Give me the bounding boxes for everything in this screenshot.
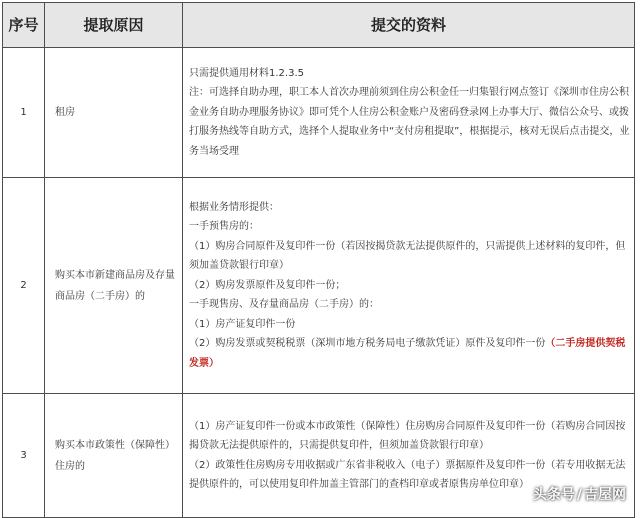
- doc-text: （2）购房发票或契税税票（深圳市地方税务局电子缴款凭证）原件及复印件一份: [189, 338, 546, 350]
- table-row: [3, 48, 635, 178]
- row-number: 3: [3, 394, 45, 518]
- header-reason: 提取原因: [45, 3, 183, 48]
- row-number: 2: [3, 178, 45, 394]
- header-no: 序号: [3, 3, 45, 48]
- highlight-note: （二手房提供契税发票）: [189, 338, 626, 369]
- doc-line: [189, 334, 630, 373]
- doc-line: 注：可选择自助办理，职工本人首次办理前须到住房公积金任一归集银行网点签订《深圳市住房公积金业务自助办理服务协议》即可凭个人住房公积金账户及密码登录网上办事大厅、微信公众号、或拨打服务热线等自助方式，选择个人提取业务中“支付房租提取”，根据提示，核对无误后点击提交，业务当场受理: [189, 87, 630, 157]
- doc-line: 一手现售房、及存量商品房（二手房）的：: [189, 299, 379, 311]
- row-reason: 购买本市政策性（保障性）住房的: [45, 394, 183, 518]
- watermark-separator: /: [576, 487, 582, 503]
- doc-line: （1）房产证复印件一份或本市政策性（保障性）住房购房合同原件及复印件一份（若购房合同因按揭贷款无法提供原件的，只需提供复印件，但须加盖贷款银行印章）: [189, 420, 626, 451]
- table-header-row: [3, 3, 635, 48]
- row-reason: 购买本市新建商品房及存量商品房（二手房）的: [45, 178, 183, 394]
- doc-line: （2）政策性住房购房专用收据或广东省非税收入（电子）票据原件及复印件一份（若专用收据无法提供原件的，可以使用复印件加盖主管部门的查档印章或者原售房单位印章）: [189, 459, 626, 490]
- doc-line: 一手预售房的：: [189, 221, 259, 233]
- row-reason: 租房: [45, 48, 183, 178]
- doc-line: 只需提供通用材料1.2.3.5: [189, 67, 304, 79]
- watermark-source: 头条号: [532, 487, 575, 503]
- doc-line: （2）购房发票原件及复印件一份；: [189, 279, 346, 291]
- header-docs: 提交的资料: [183, 3, 635, 48]
- material-table: [2, 2, 635, 518]
- row-docs: [183, 178, 635, 394]
- row-number: 1: [3, 48, 45, 178]
- doc-line: （1）购房合同原件及复印件一份（若因按揭贷款无法提供原件的，只需提供上述材料的复印件，但须加盖贷款银行印章）: [189, 240, 626, 272]
- table-row: [3, 178, 635, 394]
- row-docs: [183, 48, 635, 178]
- doc-line: 根据业务情形提供：: [189, 201, 279, 213]
- watermark: [533, 484, 626, 504]
- doc-line: （1）房产证复印件一份: [189, 318, 296, 330]
- watermark-author: 吉屋网: [584, 487, 626, 503]
